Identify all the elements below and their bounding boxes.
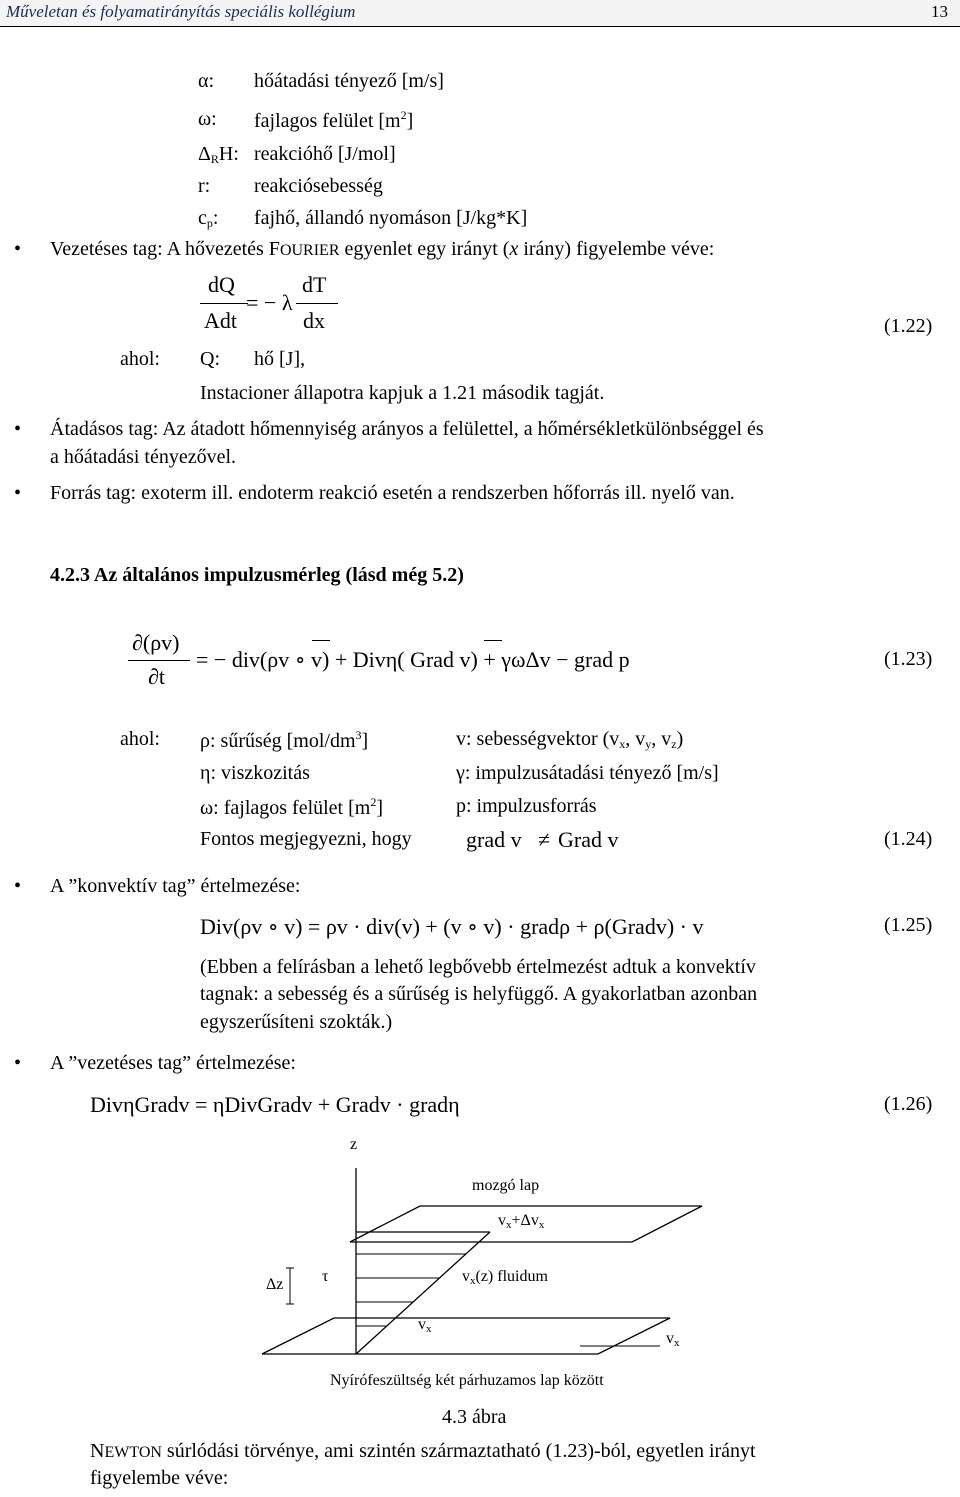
bullet-dot: • bbox=[14, 875, 22, 897]
where2-v: v: sebességvektor ($v_x$, $v_y$, $v_z$) bbox=[456, 728, 684, 751]
symbol-omega: ω: bbox=[198, 108, 217, 130]
eq123-num: ∂(ρv) bbox=[132, 630, 180, 655]
where2-p: p: impulzusforrás bbox=[456, 795, 597, 817]
fig-caption-inner: Nyírófeszültség két párhuzamos lap között bbox=[330, 1372, 604, 1389]
section-heading: 4.2.3 Az általános impulzusmérleg (lásd még 5.2) bbox=[50, 564, 464, 586]
where2-eta: η: viszkozitás bbox=[200, 762, 310, 784]
symbol-cp: $c_p$: bbox=[198, 207, 219, 230]
where1-q-sym: Q: bbox=[200, 348, 220, 370]
bullet-dot: • bbox=[14, 418, 22, 440]
eq122-den2: dx bbox=[303, 308, 325, 333]
eq124-neq: ≠ bbox=[538, 827, 551, 852]
shear-figure bbox=[250, 1128, 720, 1398]
eq122-den1: Adt bbox=[204, 308, 237, 333]
eq122-bar1 bbox=[200, 303, 248, 304]
symbol-drh-desc: reakcióhő [J/mol] bbox=[254, 143, 396, 165]
symbol-cp-desc: fajhő, állandó nyomáson [J/kg*K] bbox=[254, 207, 528, 229]
page-header bbox=[0, 0, 960, 27]
bullet-convective: A ”konvektív tag” értelmezése: bbox=[50, 875, 301, 897]
symbol-r: r: bbox=[198, 175, 211, 197]
where1-q-desc: hő [J], bbox=[254, 348, 306, 370]
eq122-label: (1.22) bbox=[884, 315, 933, 337]
bullet-dot: • bbox=[14, 482, 22, 504]
eq124-right: Grad v bbox=[558, 827, 619, 852]
header-title: Műveletan és folyamatirányítás speciális kollégium bbox=[6, 2, 356, 21]
note125-line2: tagnak: a sebesség és a sűrűség is helyfüggő. A gyakorlatban azonban bbox=[200, 983, 758, 1005]
fig-moving-plate: mozgó lap bbox=[472, 1177, 540, 1194]
symbol-omega-desc: fajlagos felület $[m^2]$ bbox=[254, 108, 414, 132]
bullet-dot: • bbox=[14, 238, 22, 260]
fig-vx-dvx: $v_x+\Delta v_x$ bbox=[498, 1212, 545, 1231]
symbol-alpha: α: bbox=[198, 70, 215, 92]
eq126-expr: DivηGradv = ηDivGradv + Gradv · gradη bbox=[90, 1092, 460, 1117]
where2-omega: ω: fajlagos felület $[m^2]$ bbox=[200, 795, 384, 819]
fig-z-label: z bbox=[350, 1136, 358, 1153]
eq124-text: Fontos megjegyezni, hogy bbox=[200, 828, 412, 850]
newton-line2: figyelembe véve: bbox=[90, 1467, 229, 1489]
figure-label: 4.3 ábra bbox=[442, 1406, 507, 1428]
eq123-rhs: = − div(ρv ∘ v) + Divη( Grad v) + γωΔv − grad p bbox=[196, 647, 630, 672]
bullet-transfer-line2: a hőátadási tényezővel. bbox=[50, 446, 237, 468]
eq123-den: ∂t bbox=[148, 664, 165, 689]
velocity-profile-line bbox=[356, 1232, 490, 1354]
fig-vxz: $v_x(z)$ fluidum bbox=[462, 1268, 548, 1287]
eq124-left: grad v bbox=[466, 827, 522, 852]
note125-line3: egyszerűsíteni szokták.) bbox=[200, 1011, 393, 1033]
eq122-bar2 bbox=[296, 303, 338, 304]
bullet-source: Forrás tag: exoterm ill. endoterm reakció esetén a rendszerben hőforrás ill. nyelő van. bbox=[50, 482, 735, 504]
eq125-expr: Div(ρv ∘ v) = ρv · div(v) + (v ∘ v) · gradρ + ρ(Gradv) · v bbox=[200, 914, 704, 939]
bullet-conductive: A ”vezetéses tag” értelmezése: bbox=[50, 1052, 296, 1074]
eq126-label: (1.26) bbox=[884, 1093, 933, 1115]
symbol-alpha-desc: hőátadási tényező [m/s] bbox=[254, 70, 444, 92]
bullet-transfer-line1: Átadásos tag: Az átadott hőmennyiség arányos a felülettel, a hőmérsékletkülönbséggel és bbox=[50, 418, 764, 440]
eq122-num2: dT bbox=[302, 272, 327, 297]
symbol-drh: $\Delta_RH$: bbox=[198, 143, 239, 166]
where1-stationary: Instacioner állapotra kapjuk a 1.21 második tagját. bbox=[200, 382, 605, 404]
eq122-mid: = − λ bbox=[246, 290, 293, 315]
note125-line1: (Ebben a felírásban a lehető legbővebb értelmezést adtuk a konvektív bbox=[200, 956, 756, 978]
eq123-label: (1.23) bbox=[884, 648, 933, 670]
where1-ahol: ahol: bbox=[120, 348, 160, 370]
eq122-num1: dQ bbox=[208, 272, 235, 297]
eq123-vec-bar1 bbox=[312, 640, 330, 641]
where2-ahol: ahol: bbox=[120, 728, 160, 750]
eq124-label: (1.24) bbox=[884, 828, 933, 850]
fig-tau: τ bbox=[322, 1268, 329, 1285]
newton-line1: NEWTON súrlódási törvénye, ami szintén származtatható (1.23)-ból, egyetlen irányt bbox=[90, 1440, 756, 1462]
bullet-conduction-text: Vezetéses tag: A hővezetés FOURIER egyenlet egy irányt (x irány) figyelembe véve: bbox=[50, 238, 715, 260]
symbol-r-desc: reakciósebesség bbox=[254, 175, 383, 197]
page-number: 13 bbox=[931, 2, 948, 21]
eq123-bar bbox=[128, 660, 190, 661]
where2-rho: ρ: sűrűség $[mol/dm^3]$ bbox=[200, 728, 369, 752]
eq125-label: (1.25) bbox=[884, 914, 933, 936]
fig-vx-axis: $v_x$ bbox=[666, 1330, 680, 1349]
fig-vx-bottom: $v_x$ bbox=[418, 1316, 432, 1335]
fig-dz: Δz bbox=[266, 1276, 284, 1293]
bullet-dot: • bbox=[14, 1052, 22, 1074]
eq123-vec-bar2 bbox=[484, 640, 502, 641]
where2-gamma: γ: impulzusátadási tényező [m/s] bbox=[456, 762, 719, 784]
bottom-plate bbox=[262, 1318, 670, 1354]
